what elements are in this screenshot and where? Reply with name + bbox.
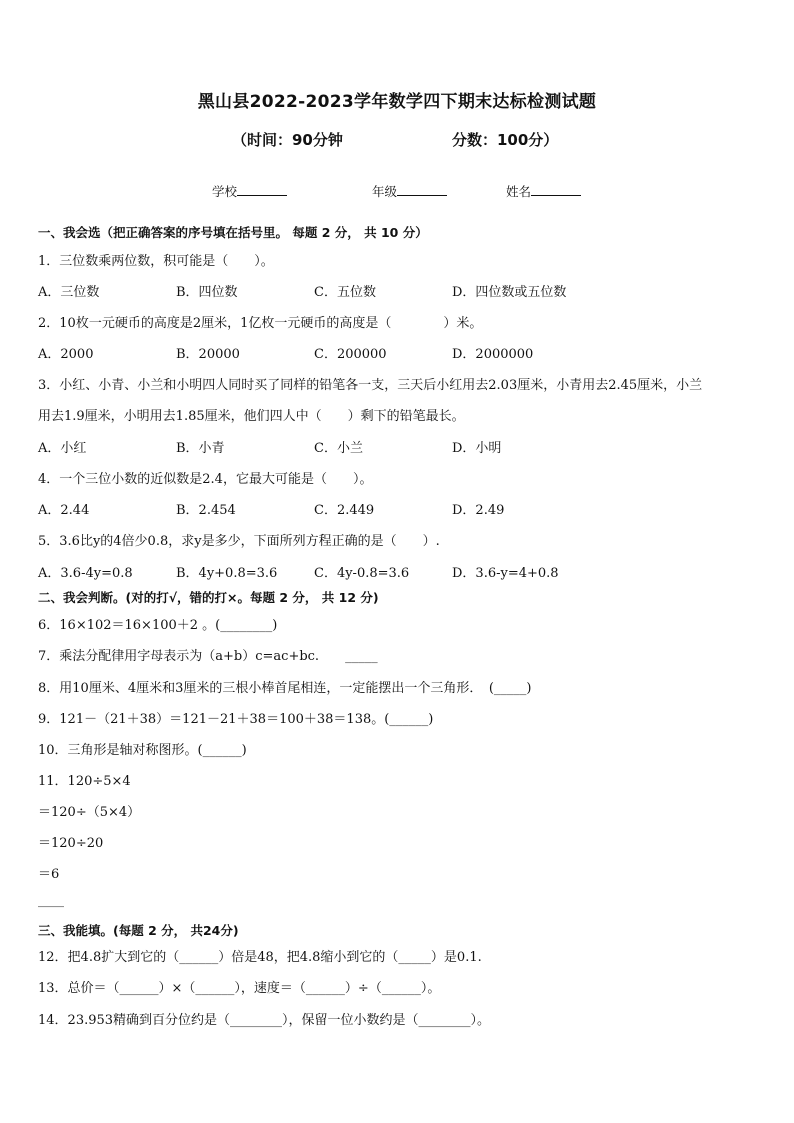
question-11-line-1: 11．120÷5×4 <box>38 774 131 789</box>
question-2: 2．10枚一元硬币的高度是2厘米，1亿枚一元硬币的高度是（ ）米。 <box>38 316 483 331</box>
option-a: A．2.44 <box>38 503 90 518</box>
option-d: D．小明 <box>452 441 502 456</box>
question-14: 14．23.953精确到百分位约是（________），保留一位小数约是（________）。 <box>38 1013 491 1028</box>
question-7: 7．乘法分配律用字母表示为（a+b）c=ac+bc. _____ <box>38 649 378 664</box>
name-label: 姓名 <box>506 184 532 199</box>
question-5: 5．3.6比y的4倍少0.8，求y是多少，下面所列方程正确的是（ ）. <box>38 534 440 549</box>
option-a: A．3.6-4y=0.8 <box>38 566 133 581</box>
question-11-line-4: ＝6 <box>38 867 60 882</box>
question-1: 1．三位数乘两位数，积可能是（ ）。 <box>38 254 274 269</box>
time-limit: （时间：90分钟 <box>232 131 343 149</box>
option-b: B．四位数 <box>176 285 238 300</box>
section-heading-choice: 一、我会选（把正确答案的序号填在括号里。 每题 2 分， 共 10 分） <box>38 225 428 240</box>
option-a: A．三位数 <box>38 285 100 300</box>
question-6: 6．16×102＝16×100＋2 。(________) <box>38 618 278 633</box>
grade-blank[interactable] <box>397 183 447 196</box>
question-12: 12．把4.8扩大到它的（______）倍是48，把4.8缩小到它的（_____）是0.1. <box>38 950 482 965</box>
question-13: 13．总价＝（______）×（______），速度＝（______）÷（______）。 <box>38 981 441 996</box>
name-field <box>506 182 581 200</box>
option-b: B．4y+0.8=3.6 <box>176 566 278 581</box>
name-blank[interactable] <box>531 183 581 196</box>
option-d: D．2.49 <box>452 503 505 518</box>
question-9: 9．121－（21＋38）＝121－21＋38＝100＋38＝138。(______) <box>38 712 434 727</box>
question-11-line-2: ＝120÷（5×4） <box>38 805 141 820</box>
school-blank[interactable] <box>237 183 287 196</box>
section-heading-fill: 三、我能填。(每题 2 分， 共24分) <box>38 923 239 938</box>
grade-label: 年级 <box>372 184 398 199</box>
option-b: B．2.454 <box>176 503 236 518</box>
option-a: A．2000 <box>38 347 94 362</box>
question-11-answer-blank: ____ <box>38 893 64 908</box>
option-b: B．20000 <box>176 347 240 362</box>
question-3-line-1: 3．小红、小青、小兰和小明四人同时买了同样的铅笔各一支，三天后小红用去2.03厘米，小青用去2.45厘米，小兰 <box>38 378 703 393</box>
exam-title: 黑山县2022-2023学年数学四下期末达标检测试题 <box>197 92 597 112</box>
school-field <box>212 182 287 200</box>
question-3-line-2: 用去1.9厘米，小明用去1.85厘米，他们四人中（ ）剩下的铅笔最长。 <box>38 409 465 424</box>
question-11-line-3: ＝120÷20 <box>38 836 104 851</box>
question-4: 4．一个三位小数的近似数是2.4，它最大可能是（ ）。 <box>38 472 373 487</box>
option-c: C．2.449 <box>314 503 375 518</box>
total-score: 分数：100分） <box>452 131 559 149</box>
option-d: D．3.6-y=4+0.8 <box>452 566 559 581</box>
school-label: 学校 <box>212 184 238 199</box>
option-c: C．五位数 <box>314 285 376 300</box>
option-c: C．200000 <box>314 347 387 362</box>
option-d: D．四位数或五位数 <box>452 285 567 300</box>
grade-field <box>372 182 447 200</box>
option-b: B．小青 <box>176 441 225 456</box>
option-c: C．小兰 <box>314 441 363 456</box>
option-c: C．4y-0.8=3.6 <box>314 566 410 581</box>
question-10: 10．三角形是轴对称图形。(______) <box>38 743 247 758</box>
option-d: D．2000000 <box>452 347 534 362</box>
question-8: 8．用10厘米、4厘米和3厘米的三根小棒首尾相连，一定能摆出一个三角形． (_____) <box>38 681 532 696</box>
option-a: A．小红 <box>38 441 87 456</box>
section-heading-judge: 二、我会判断。(对的打√，错的打×。每题 2 分， 共 12 分) <box>38 590 379 605</box>
